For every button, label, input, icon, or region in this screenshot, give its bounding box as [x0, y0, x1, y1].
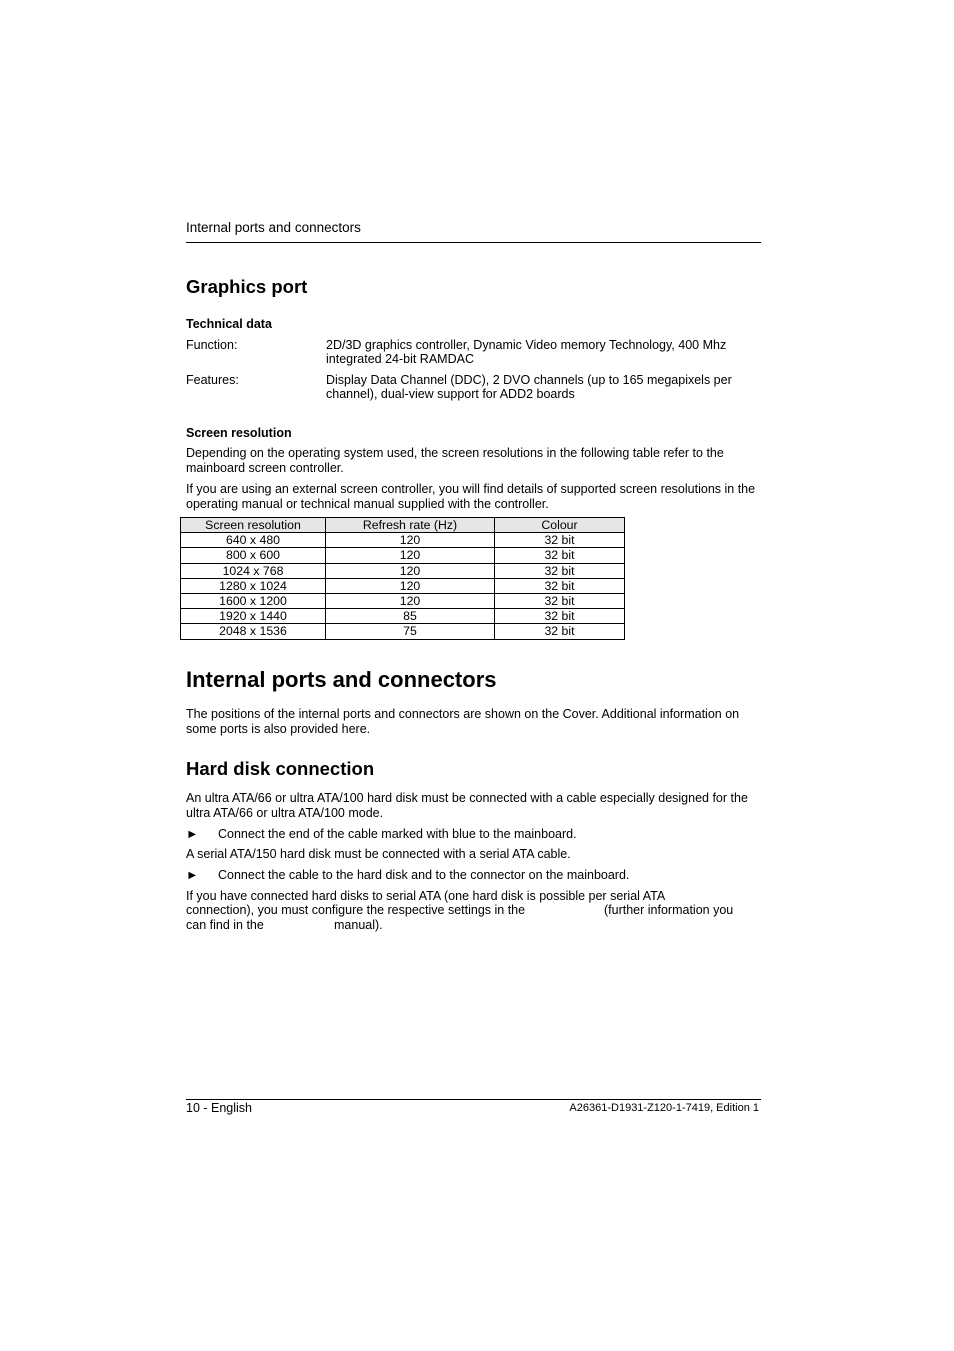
table-row [181, 563, 625, 578]
bullet-item-1: Connect the end of the cable marked with blue to the mainboard. [218, 827, 577, 841]
bullet-marker: ► [186, 827, 199, 841]
resolution-paragraph-1: Depending on the operating system used, the screen resolutions in the following table refer to the mainboard screen controller. [186, 446, 724, 475]
table-cell: 1024 x 768 [181, 563, 326, 578]
bullet-item-2: Connect the cable to the hard disk and to the connector on the mainboard. [218, 868, 630, 882]
screen-resolution-heading: Screen resolution [186, 426, 292, 440]
hard-disk-heading: Hard disk connection [186, 758, 375, 779]
hard-disk-paragraph-1: An ultra ATA/66 or ultra ATA/100 hard disk must be connected with a cable especially designed for the ultra ATA/66 or ultra ATA/100 mode. [186, 791, 748, 820]
header-rule [186, 242, 761, 243]
table-cell: 32 bit [495, 609, 625, 624]
table-cell: 32 bit [495, 533, 625, 548]
table-cell: 2048 x 1536 [181, 624, 326, 639]
hard-disk-paragraph-2: A serial ATA/150 hard disk must be connected with a serial ATA cable. [186, 847, 571, 861]
table-row [181, 593, 625, 608]
column-header: Refresh rate (Hz) [326, 518, 495, 533]
table-header-row [181, 518, 625, 533]
table-row [181, 548, 625, 563]
internal-ports-heading: Internal ports and connectors [186, 667, 497, 692]
running-header: Internal ports and connectors [186, 220, 361, 235]
footer-rule [186, 1099, 761, 1100]
internal-ports-intro: The positions of the internal ports and connectors are shown on the Cover. Additional information on some ports is also provided here. [186, 707, 740, 736]
table-cell: 640 x 480 [181, 533, 326, 548]
table-cell: 120 [326, 563, 495, 578]
table-cell: 800 x 600 [181, 548, 326, 563]
table-cell: 75 [326, 624, 495, 639]
table-row [181, 533, 625, 548]
resolution-table [180, 517, 625, 640]
column-header: Colour [495, 518, 625, 533]
table-row [181, 609, 625, 624]
features-value: Display Data Channel (DDC), 2 DVO channels (up to 165 megapixels per channel), dual-view support for ADD2 boards [326, 373, 732, 402]
table-cell: 32 bit [495, 548, 625, 563]
hard-disk-paragraph-3-line-1: If you have connected hard disks to serial ATA (one hard disk is possible per serial ATA [186, 889, 666, 903]
table-cell: 120 [326, 578, 495, 593]
document-id: A26361-D1931-Z120-1-7419, Edition 1 [569, 1102, 759, 1114]
hard-disk-paragraph-3-line-3b: manual). [334, 918, 383, 932]
hard-disk-paragraph-3-line-2a: connection), you must configure the respective settings in the [186, 903, 526, 917]
technical-data-heading: Technical data [186, 317, 272, 331]
hard-disk-paragraph-3-line-3a: can find in the [186, 918, 264, 932]
table-cell: 120 [326, 593, 495, 608]
table-cell: 32 bit [495, 578, 625, 593]
table-row [181, 624, 625, 639]
function-label: Function: [186, 338, 238, 352]
table-cell: 120 [326, 548, 495, 563]
table-cell: 120 [326, 533, 495, 548]
table-cell: 1600 x 1200 [181, 593, 326, 608]
table-cell: 1280 x 1024 [181, 578, 326, 593]
hard-disk-paragraph-3-line-2b: (further information you [604, 903, 734, 917]
table-cell: 32 bit [495, 563, 625, 578]
table-cell: 85 [326, 609, 495, 624]
resolution-paragraph-2: If you are using an external screen controller, you will find details of supported screen resolutions in the operating manual or technical manual supplied with the controller. [186, 482, 756, 511]
bullet-marker: ► [186, 868, 199, 882]
features-label: Features: [186, 373, 239, 387]
table-cell: 32 bit [495, 624, 625, 639]
table-cell: 32 bit [495, 593, 625, 608]
page-number: 10 - English [186, 1101, 253, 1115]
column-header: Screen resolution [181, 518, 326, 533]
function-value: 2D/3D graphics controller, Dynamic Video memory Technology, 400 Mhz integrated 24-bit RAMDAC [326, 338, 727, 367]
table-row [181, 578, 625, 593]
table-cell: 1920 x 1440 [181, 609, 326, 624]
graphics-port-heading: Graphics port [186, 276, 308, 297]
